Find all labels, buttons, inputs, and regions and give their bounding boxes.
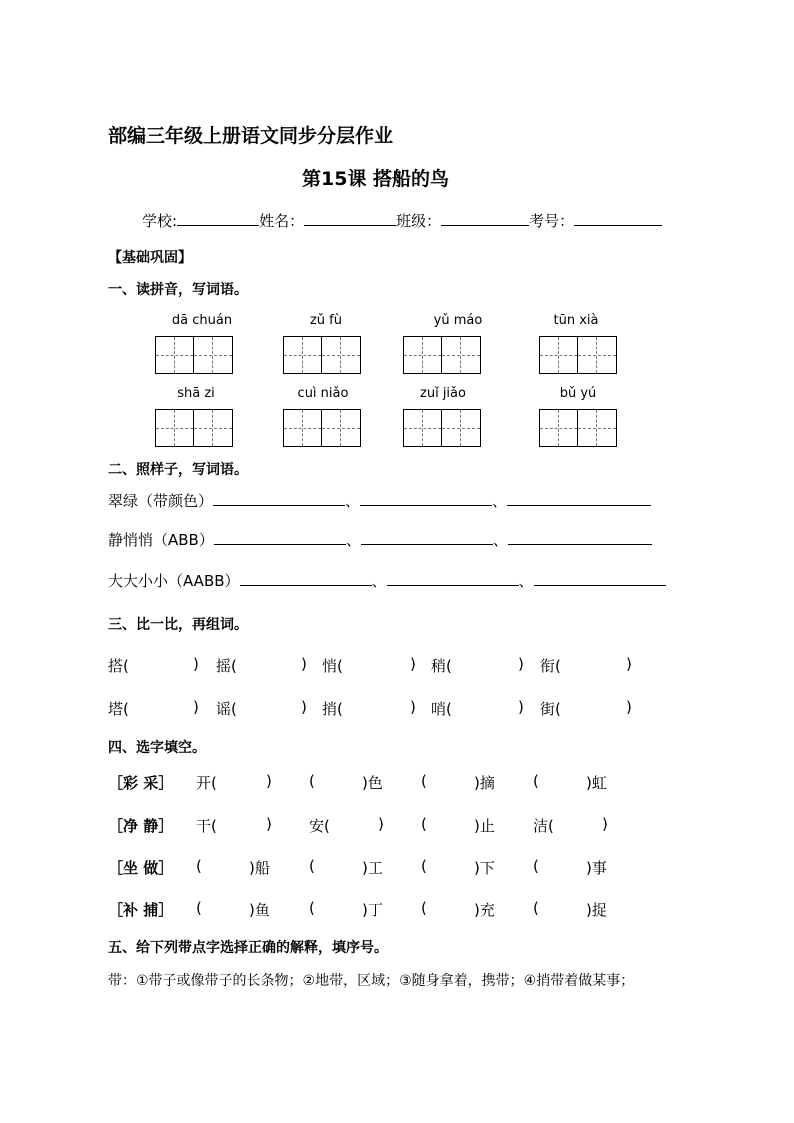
- q4-cell: (: [196, 899, 202, 917]
- q4-cell: 干(: [196, 817, 217, 835]
- q4-cell: (: [309, 857, 315, 875]
- separator: 、: [371, 572, 387, 590]
- q3-close: ): [518, 655, 524, 673]
- q3-item: 塔(: [108, 700, 129, 718]
- q4-cell: )下: [474, 859, 495, 877]
- q2-row: [108, 529, 652, 550]
- q3-heading: 三、比一比，再组词。: [108, 617, 248, 633]
- answer-blank[interactable]: [360, 491, 492, 506]
- q2-row: [108, 490, 651, 511]
- q4-heading: 四、选字填空。: [108, 740, 206, 756]
- pinyin-label: dā chuán: [171, 313, 233, 328]
- q4-cell: )虹: [586, 774, 607, 792]
- q3-close: ): [626, 655, 632, 673]
- separator: 、: [492, 531, 508, 549]
- writing-grid[interactable]: [539, 409, 617, 447]
- answer-blank[interactable]: [361, 530, 493, 545]
- q4-options: ［补 捕］: [108, 901, 174, 919]
- answer-blank[interactable]: [534, 571, 666, 586]
- separator: 、: [345, 531, 361, 549]
- q5-heading: 五、给下列带点字选择正确的解释，填序号。: [108, 940, 388, 956]
- separator: 、: [345, 492, 361, 510]
- q3-close: ): [518, 698, 524, 716]
- q5-definition: 带：①带子或像带子的长条物；②地带，区域；③随身拿着，携带；④捎带着做某事；: [108, 973, 635, 989]
- student-info-line: [142, 210, 662, 231]
- pinyin-label: zuǐ jiǎo: [420, 386, 466, 401]
- q4-cell: 开(: [196, 774, 217, 792]
- separator: 、: [492, 492, 508, 510]
- separator: 、: [518, 572, 534, 590]
- q2-example: 大大小小（AABB）: [108, 572, 240, 590]
- q2-example: 静悄悄（ABB）: [108, 531, 214, 549]
- q4-options: ［净 静］: [108, 817, 174, 835]
- q4-cell: (: [421, 815, 427, 833]
- q4-cell: 安(: [309, 817, 330, 835]
- q3-close: ): [301, 698, 307, 716]
- school-label: 学校:: [142, 212, 178, 230]
- writing-grid[interactable]: [403, 336, 481, 374]
- q4-cell: )工: [362, 859, 383, 877]
- pinyin-label: zǔ fù: [309, 313, 342, 328]
- q4-cell: )色: [362, 774, 383, 792]
- pinyin-label: tūn xià: [553, 313, 599, 328]
- q3-item: 谣(: [216, 700, 237, 718]
- q4-cell: (: [421, 899, 427, 917]
- school-blank[interactable]: [177, 211, 259, 226]
- q4-cell: ): [266, 815, 272, 833]
- answer-blank[interactable]: [214, 530, 346, 545]
- q4-cell: (: [533, 772, 539, 790]
- lesson-title: 第15课 搭船的鸟: [302, 168, 450, 190]
- q4-cell: 洁(: [533, 817, 554, 835]
- q3-close: ): [626, 698, 632, 716]
- q4-options: ［彩 采］: [108, 774, 174, 792]
- q2-heading: 二、照样子，写词语。: [108, 462, 248, 478]
- q3-item: 哨(: [431, 700, 452, 718]
- q3-item: 衔(: [540, 657, 561, 675]
- answer-blank[interactable]: [213, 491, 345, 506]
- q4-cell: (: [421, 772, 427, 790]
- q3-item: 搭(: [108, 657, 129, 675]
- pinyin-label: cuì niǎo: [297, 386, 349, 401]
- q4-cell: )丁: [362, 901, 383, 919]
- answer-blank[interactable]: [507, 491, 651, 506]
- answer-blank[interactable]: [240, 571, 372, 586]
- q3-close: ): [410, 655, 416, 673]
- writing-grid[interactable]: [539, 336, 617, 374]
- q4-cell: (: [196, 857, 202, 875]
- writing-grid[interactable]: [403, 409, 481, 447]
- writing-grid[interactable]: [155, 336, 233, 374]
- q3-close: ): [301, 655, 307, 673]
- q4-cell: )充: [474, 901, 495, 919]
- class-label: 班级：: [396, 212, 442, 230]
- q2-row: [108, 570, 666, 591]
- q3-item: 街(: [540, 700, 561, 718]
- pinyin-label: yǔ máo: [433, 313, 483, 328]
- q3-item: 捎(: [322, 700, 343, 718]
- q3-item: 悄(: [322, 657, 343, 675]
- q4-cell: ): [378, 815, 384, 833]
- name-label: 姓名：: [259, 212, 305, 230]
- q1-heading: 一、读拼音，写词语。: [108, 282, 248, 298]
- series-title: 部编三年级上册语文同步分层作业: [108, 125, 394, 147]
- q4-cell: (: [309, 899, 315, 917]
- section-basic: 【基础巩固】: [108, 250, 192, 266]
- q3-close: ): [410, 698, 416, 716]
- q4-cell: (: [421, 857, 427, 875]
- q3-item: 稍(: [431, 657, 452, 675]
- answer-blank[interactable]: [508, 530, 652, 545]
- q3-close: ): [193, 655, 199, 673]
- q4-cell: ): [266, 772, 272, 790]
- q4-cell: )船: [249, 859, 270, 877]
- q3-item: 摇(: [216, 657, 237, 675]
- pinyin-label: bǔ yú: [559, 386, 597, 401]
- q4-cell: ): [602, 815, 608, 833]
- number-label: 考号：: [529, 212, 575, 230]
- class-blank[interactable]: [441, 211, 529, 226]
- writing-grid[interactable]: [155, 409, 233, 447]
- q4-options: ［坐 做］: [108, 859, 174, 877]
- name-blank[interactable]: [304, 211, 396, 226]
- q4-cell: (: [533, 857, 539, 875]
- writing-grid[interactable]: [283, 409, 361, 447]
- q4-cell: )摘: [474, 774, 495, 792]
- q2-example: 翠绿（带颜色）: [108, 492, 214, 510]
- q4-cell: (: [309, 772, 315, 790]
- pinyin-label: shā zi: [177, 386, 215, 401]
- q4-cell: )鱼: [249, 901, 270, 919]
- answer-blank[interactable]: [387, 571, 519, 586]
- writing-grid[interactable]: [283, 336, 361, 374]
- q4-cell: )捉: [586, 901, 607, 919]
- q4-cell: )止: [474, 817, 495, 835]
- q3-close: ): [193, 698, 199, 716]
- q4-cell: )事: [586, 859, 607, 877]
- q4-cell: (: [533, 899, 539, 917]
- number-blank[interactable]: [574, 211, 662, 226]
